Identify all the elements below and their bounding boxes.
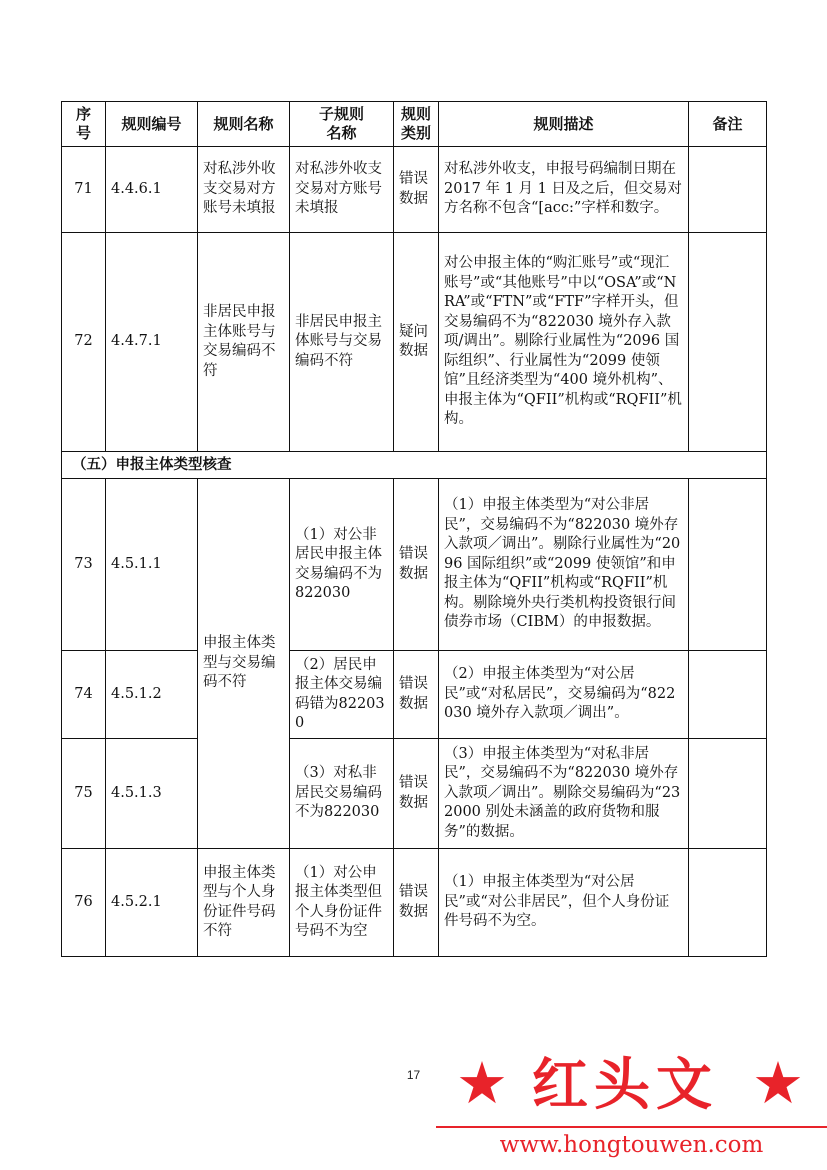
- rule-category: 疑问数据: [394, 233, 439, 452]
- watermark-url[interactable]: www.hongtouwen.com: [499, 1132, 764, 1158]
- watermark-divider: [436, 1126, 827, 1128]
- row-no: 71: [62, 147, 106, 233]
- rule-note: [689, 233, 767, 452]
- watermark-title: 红头文: [532, 1052, 718, 1118]
- sub-rule-name: （1）对公非居民申报主体交易编码不为822030: [290, 479, 394, 651]
- rule-description: （3）申报主体类型为“对私非居民”，交易编码不为“822030 境外存入款项／调出”。剔除交易编码为“232000 别处未涵盖的政府货物和服务”的数据。: [439, 739, 689, 849]
- rule-code: 4.5.1.2: [106, 651, 198, 739]
- rule-description: 对公申报主体的“购汇账号”或“现汇账号”或“其他账号”中以“OSA”或“NRA”或“FTN”或“FTF”字样开头，但交易编码不为“822030 境外存入款项/调出”。剔除行业属性为“2096 国际组织”、行业属性为“2099 使领馆”且经济类型为“400 境外机构”、申报主体为“QFII”机构或“RQFII”机构。: [439, 233, 689, 452]
- sub-rule-name: 对私涉外收支交易对方账号未填报: [290, 147, 394, 233]
- row-no: 72: [62, 233, 106, 452]
- sub-rule-name: 非居民申报主体账号与交易编码不符: [290, 233, 394, 452]
- row-no: 73: [62, 479, 106, 651]
- rule-code: 4.5.1.3: [106, 739, 198, 849]
- header-code: 规则编号: [106, 102, 198, 147]
- rule-note: [689, 651, 767, 739]
- header-sub: 子规则 名称: [290, 102, 394, 147]
- rule-note: [689, 479, 767, 651]
- watermark-banner: [436, 1046, 827, 1126]
- rule-description: （2）申报主体类型为“对公居民”或“对私居民”，交易编码为“822030 境外存入款项／调出”。: [439, 651, 689, 739]
- rule-category: 错误数据: [394, 147, 439, 233]
- table-row: [62, 849, 767, 957]
- rule-code: 4.5.1.1: [106, 479, 198, 651]
- row-no: 75: [62, 739, 106, 849]
- rule-note: [689, 739, 767, 849]
- rule-name: 申报主体类型与交易编码不符: [198, 479, 290, 849]
- header-no: 序 号: [62, 102, 106, 147]
- sub-rule-name: （2）居民申报主体交易编码错为822030: [290, 651, 394, 739]
- rule-category: 错误数据: [394, 849, 439, 957]
- rule-code: 4.4.6.1: [106, 147, 198, 233]
- rule-description: 对私涉外收支，申报号码编制日期在 2017 年 1 月 1 日及之后，但交易对方名称不包含“[acc:”字样和数字。: [439, 147, 689, 233]
- rule-name: 申报主体类型与个人身份证件号码不符: [198, 849, 290, 957]
- star-icon: ★: [456, 1049, 508, 1117]
- header-name: 规则名称: [198, 102, 290, 147]
- rule-code: 4.5.2.1: [106, 849, 198, 957]
- rules-table: [61, 101, 767, 957]
- table-row: [62, 233, 767, 452]
- rule-note: [689, 849, 767, 957]
- rule-category: 错误数据: [394, 739, 439, 849]
- star-icon: ★: [752, 1049, 804, 1117]
- table-row: [62, 479, 767, 651]
- rule-category: 错误数据: [394, 651, 439, 739]
- watermark: [436, 1046, 827, 1170]
- header-description: 规则描述: [439, 102, 689, 147]
- row-no: 76: [62, 849, 106, 957]
- sub-rule-name: （3）对私非居民交易编码不为822030: [290, 739, 394, 849]
- rule-description: （1）申报主体类型为“对公非居民”，交易编码不为“822030 境外存入款项／调出”。剔除行业属性为“2096 国际组织”或“2099 使领馆”和申报主体为“QFII”机构或“RQFII”机构。剔除境外央行类机构投资银行间债券市场（CIBM）的申报数据。: [439, 479, 689, 651]
- rule-name: 对私涉外收支交易对方账号未填报: [198, 147, 290, 233]
- table-header-row: [62, 102, 767, 147]
- section-title: （五）申报主体类型核查: [62, 452, 767, 479]
- rule-name: 非居民申报主体账号与交易编码不符: [198, 233, 290, 452]
- sub-rule-name: （1）对公申报主体类型但个人身份证件号码不为空: [290, 849, 394, 957]
- rule-description: （1）申报主体类型为“对公居民”或“对公非居民”，但个人身份证件号码不为空。: [439, 849, 689, 957]
- rule-category: 错误数据: [394, 479, 439, 651]
- table-row: [62, 739, 767, 849]
- section-row: [62, 452, 767, 479]
- table-row: [62, 651, 767, 739]
- page-number: 17: [406, 1068, 421, 1082]
- rule-note: [689, 147, 767, 233]
- table-row: [62, 147, 767, 233]
- header-note: 备注: [689, 102, 767, 147]
- row-no: 74: [62, 651, 106, 739]
- rule-code: 4.4.7.1: [106, 233, 198, 452]
- header-category: 规则 类别: [394, 102, 439, 147]
